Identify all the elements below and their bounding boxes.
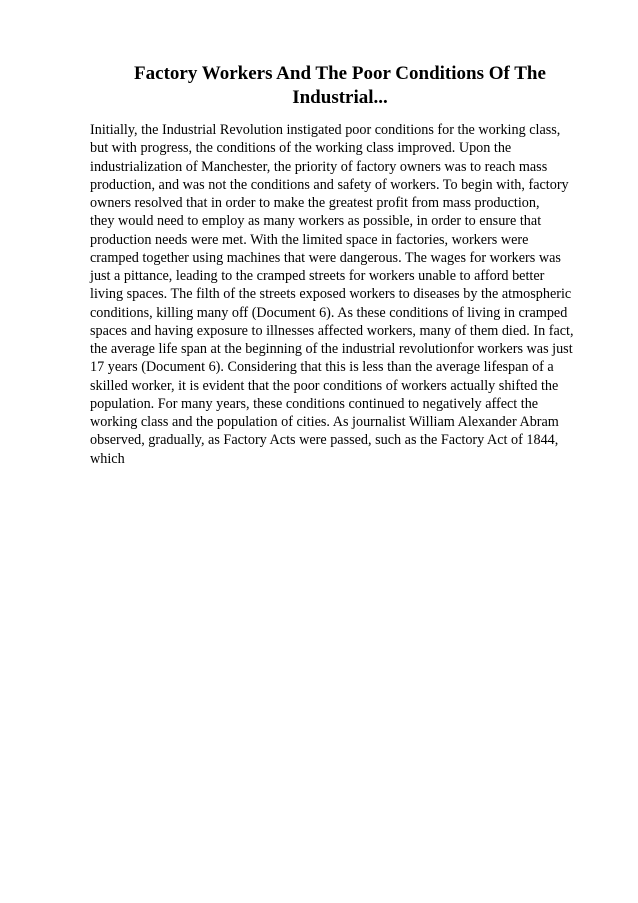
body-line: production needs were met. With the limited space in factories, workers were <box>90 231 529 248</box>
body-line: 17 years (Document 6). Considering that this is less than the average lifespan of a <box>90 359 554 376</box>
document-title <box>90 62 590 110</box>
body-line: the average life span at the beginning of the industrial revolutionfor workers was just <box>90 341 573 357</box>
body-line: they would need to employ as many workers as possible, in order to ensure that <box>90 213 542 230</box>
body-line: which <box>90 450 125 467</box>
body-paragraph <box>90 121 590 468</box>
body-line: cramped together using machines that were dangerous. The wages for workers was <box>90 249 561 266</box>
title-line: Industrial... <box>292 87 388 108</box>
body-line: but with progress, the conditions of the working class improved. Upon the <box>90 140 512 157</box>
body-line: just a pittance, leading to the cramped streets for workers unable to afford better <box>90 268 545 284</box>
body-line: Initially, the Industrial Revolution instigated poor conditions for the working class, <box>90 122 561 138</box>
body-line: observed, gradually, as Factory Acts were passed, such as the Factory Act of 1844, <box>90 432 559 449</box>
body-line: spaces and having exposure to illnesses affected workers, many of them died. In fact, <box>90 322 574 339</box>
title-line: Factory Workers And The Poor Conditions Of The <box>134 63 546 84</box>
body-line: living spaces. The filth of the streets exposed workers to diseases by the atmospheric <box>90 286 572 303</box>
body-line: production, and was not the conditions and safety of workers. To begin with, factory <box>90 176 569 193</box>
body-line: industrialization of Manchester, the priority of factory owners was to reach mass <box>90 158 548 175</box>
body-line: working class and the population of cities. As journalist William Alexander Abram <box>90 414 559 430</box>
body-line: owners resolved that in order to make the greatest profit from mass production, <box>90 195 540 211</box>
body-line: skilled worker, it is evident that the poor conditions of workers actually shifted the <box>90 377 559 394</box>
body-line: conditions, killing many off (Document 6). As these conditions of living in cramped <box>90 304 568 321</box>
body-line: population. For many years, these conditions continued to negatively affect the <box>90 395 539 412</box>
